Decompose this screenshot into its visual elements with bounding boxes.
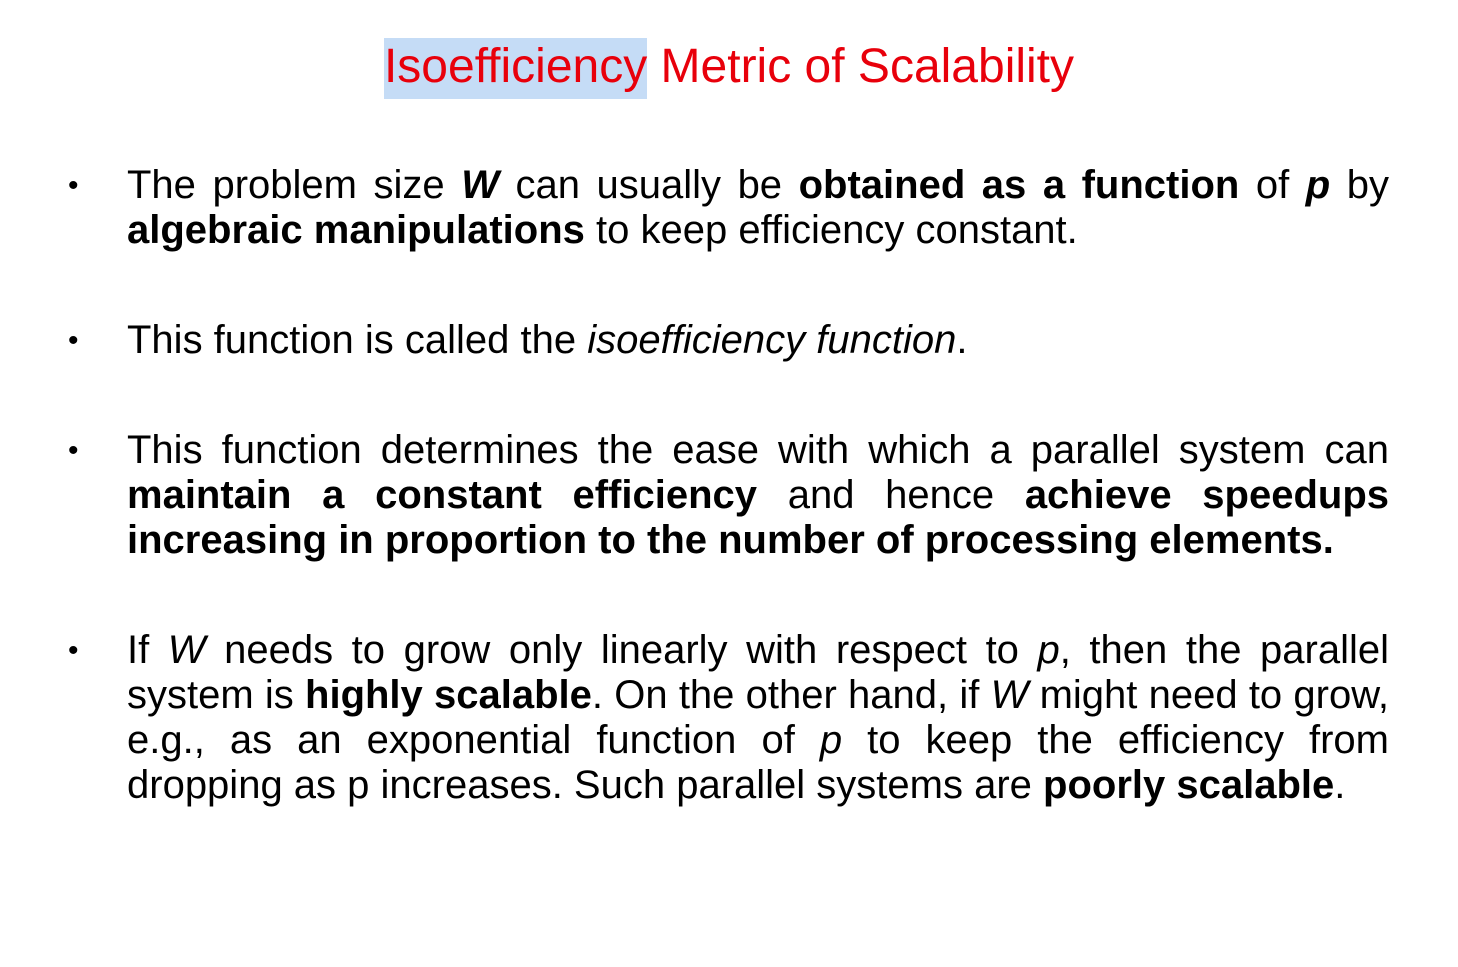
- bullet-dot: •: [68, 324, 79, 357]
- bullet-text-4: If W needs to grow only linearly with respect to p, then the parallel system is highly scalable. On the other hand, if W might need to grow, e.g., as an exponential function of p to keep the efficiency from dropping as p increases. Such parallel systems are poorly scalable.: [127, 628, 1390, 807]
- bullet-dot: •: [68, 634, 79, 667]
- bullet-dot: •: [68, 434, 79, 467]
- bullet-text-3: This function determines the ease with which a parallel system can maintain a constant efficiency and hence achieve speedups increasing in proportion to the number of processing elements.: [127, 428, 1389, 562]
- bullet-text-1: The problem size W can usually be obtained as a function of p by algebraic manipulations to keep efficiency constant.: [127, 163, 1389, 252]
- slide-title: [0, 36, 1458, 98]
- title-rest: Metric of Scalability: [647, 40, 1075, 93]
- title-highlighted-word[interactable]: Isoefficiency: [384, 38, 647, 99]
- bullet-dot: •: [68, 169, 79, 202]
- bullet-text-2: This function is called the isoefficiency function.: [127, 318, 968, 362]
